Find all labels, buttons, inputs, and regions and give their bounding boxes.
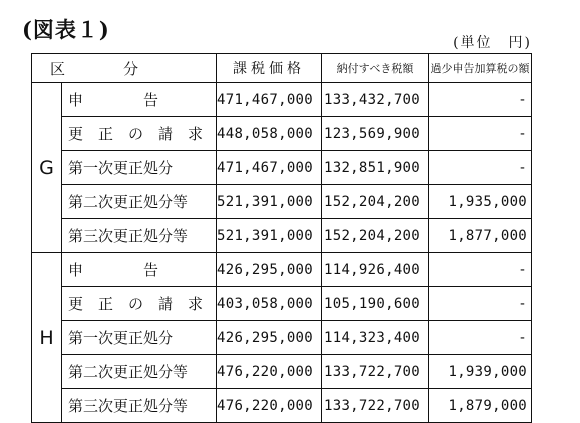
row-label: 第三次更正処分等 (62, 389, 217, 423)
table-row (32, 287, 532, 321)
cell-tax-payable: 133,722,700 (322, 355, 429, 389)
cell-taxable-price: 471,467,000 (217, 151, 322, 185)
cell-taxable-price: 426,295,000 (217, 253, 322, 287)
cell-penalty: 1,935,000 (429, 185, 532, 219)
cell-penalty: - (429, 321, 532, 355)
cell-tax-payable: 132,851,900 (322, 151, 429, 185)
cell-taxable-price: 471,467,000 (217, 83, 322, 117)
cell-penalty: - (429, 253, 532, 287)
cell-penalty: - (429, 151, 532, 185)
table-row (32, 151, 532, 185)
row-label: 第一次更正処分 (62, 151, 217, 185)
header-underreport-penalty: 過少申告加算税の額 (429, 54, 532, 83)
table-row (32, 117, 532, 151)
cell-taxable-price: 476,220,000 (217, 389, 322, 423)
header-category (32, 54, 217, 83)
row-label: 第二次更正処分等 (62, 355, 217, 389)
cell-tax-payable: 105,190,600 (322, 287, 429, 321)
row-label: 申 告 (62, 253, 217, 287)
cell-tax-payable: 123,569,900 (322, 117, 429, 151)
cell-tax-payable: 114,926,400 (322, 253, 429, 287)
row-label: 第三次更正処分等 (62, 219, 217, 253)
cell-penalty: - (429, 83, 532, 117)
figure-title: (図表１) (22, 17, 110, 42)
table-row (32, 253, 532, 287)
group-label: H (32, 253, 62, 423)
cell-tax-payable: 152,204,200 (322, 185, 429, 219)
cell-tax-payable: 133,432,700 (322, 83, 429, 117)
row-label: 更 正 の 請 求 (62, 117, 217, 151)
row-label: 申 告 (62, 83, 217, 117)
row-label: 第二次更正処分等 (62, 185, 217, 219)
cell-taxable-price: 448,058,000 (217, 117, 322, 151)
row-label: 第一次更正処分 (62, 321, 217, 355)
cell-penalty: 1,879,000 (429, 389, 532, 423)
unit-note: (単位 円) (453, 35, 532, 51)
table-row (32, 355, 532, 389)
cell-tax-payable: 152,204,200 (322, 219, 429, 253)
cell-taxable-price: 521,391,000 (217, 185, 322, 219)
cell-penalty: - (429, 117, 532, 151)
row-label: 更 正 の 請 求 (62, 287, 217, 321)
cell-tax-payable: 114,323,400 (322, 321, 429, 355)
cell-taxable-price: 521,391,000 (217, 219, 322, 253)
header-row (32, 54, 532, 83)
cell-penalty: - (429, 287, 532, 321)
table-row (32, 321, 532, 355)
tax-table (31, 53, 532, 423)
cell-taxable-price: 476,220,000 (217, 355, 322, 389)
group-label: G (32, 83, 62, 253)
table-row (32, 83, 532, 117)
cell-penalty: 1,877,000 (429, 219, 532, 253)
header-tax-payable: 納付すべき税額 (322, 54, 429, 83)
table-row (32, 185, 532, 219)
cell-taxable-price: 403,058,000 (217, 287, 322, 321)
cell-penalty: 1,939,000 (429, 355, 532, 389)
cell-tax-payable: 133,722,700 (322, 389, 429, 423)
table-row (32, 389, 532, 423)
cell-taxable-price: 426,295,000 (217, 321, 322, 355)
header-category-right: 分 (123, 59, 139, 78)
table-row (32, 219, 532, 253)
header-taxable-price: 課税価格 (217, 54, 322, 83)
header-category-left: 区 (50, 59, 66, 78)
